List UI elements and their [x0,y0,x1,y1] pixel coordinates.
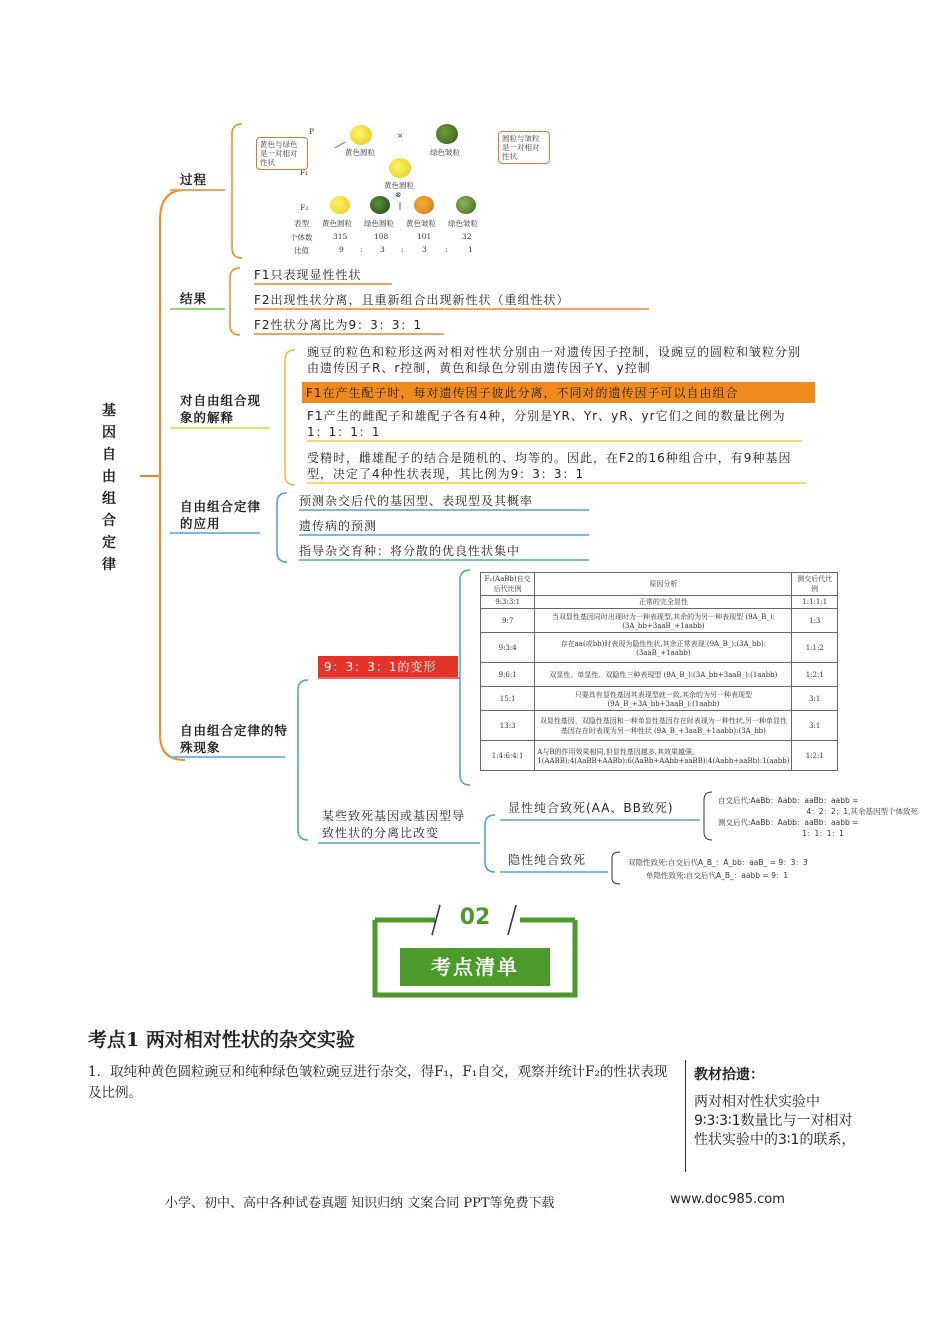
note-color-pair: 黄色与绿色是一对相对性状 [256,137,308,170]
table-cell: 双显性、单显性、双隐性三种表现型 (9A_B_):(3A_bb+3aaB_):(1aabb) [535,663,792,687]
ratio-colon: : [445,245,448,254]
footer-text: 小学、初中、高中各种试卷真题 知识归纳 文案合同 PPT等免费下载 [165,1196,555,1211]
f2-type: 黄色圆粒 [322,219,352,228]
table-cell: 1:2:1 [792,741,838,771]
badge-title: 考点清单 [400,948,550,986]
detail-line: 双隐性致死:自交后代A_B_：A_bb：aaB_ = 9：3：3 [628,858,808,867]
table-row [481,596,838,609]
table-row [481,711,838,741]
f2-green-wrinkled-icon [456,196,476,214]
table-cell: 1:4:6:4:1 [481,741,535,771]
row-type-label: 表型 [294,219,309,228]
table-cell: 存在aa(或bb)时表现为隐性性状,其余正常表现 (9A_B_):(3A_bb):(3aaB_+1aabb) [535,633,792,663]
result-item: F1只表现显性性状 [254,266,392,285]
f2-count: 108 [374,232,389,241]
detail-line: 4：2：2：1,其余基因型个体致死 [806,807,918,816]
f2-ratio: 9 [339,245,344,254]
table-cell: 9:3:4 [481,633,535,663]
label-f1: F₁ [300,168,309,177]
table-cell: 9:3:3:1 [481,596,535,609]
table-cell: 1:2:1 [792,663,838,687]
detail-line: 测交后代:AaBb：Aabb：aaBb：aabb = [718,818,859,827]
result-item: F2性状分离比为9：3：3：1 [254,316,444,335]
table-cell: 只要具有显性基因其表现型就一致,其余的为另一种表现型 (9A_B_+3A_bb+3aaB_):(1aabb) [535,687,792,711]
table-header: 测交后代比例 [792,573,838,596]
application-item: 指导杂交育种：将分散的优良性状集中 [299,542,589,561]
table-row [481,687,838,711]
f2-count: 315 [333,232,348,241]
table-row [481,609,838,633]
table-cell: 3:1 [792,711,838,741]
table-cell: 1:1:1:1 [792,596,838,609]
table-header: F₁(AaBb)自交后代比例 [481,573,535,596]
result-item: F2出现性状分离，且重新组合出现新性状（重组性状） [254,291,649,310]
table-cell: 3:1 [792,687,838,711]
table-cell: 双显性基因、双隐性基因和一种单显性基因存在时表现为一种性状,另一种单显性基因存在时表现为另一种性状 (9A_B_+3aaB_+1aabb):(3A_bb) [535,711,792,741]
branch-application: 自由组合定律的应用 [180,499,262,531]
ratio-colon: : [360,245,363,254]
question-paragraph: 1．取纯种黄色圆粒豌豆和纯种绿色皱粒豌豆进行杂交，得F₁，F₁自交，观察并统计F₂的性状表现及比例。 [88,1064,668,1101]
explain-item-highlight: F1在产生配子时，每对遗传因子彼此分离，不同对的遗传因子可以自由组合 [302,382,815,403]
detail-line: 自交后代:AaBb：Aabb：aaBb：aabb = [718,796,859,805]
table-cell: 15:1 [481,687,535,711]
self-cross-symbol: ⊗ [395,190,402,199]
f2-ratio: 3 [380,245,385,254]
root-title: 基因自由组合定律 [102,403,116,573]
table-header: 原因分析 [535,573,792,596]
row-count-label: 个体数 [290,233,313,242]
table-cell: 9:6:1 [481,663,535,687]
f2-green-round-icon [370,196,390,214]
f2-type: 绿色圆粒 [364,219,394,228]
table-cell: 1:3 [792,609,838,633]
table-row [481,633,838,663]
footer-url[interactable]: www.doc985.com [670,1192,785,1207]
table-cell: 13:3 [481,711,535,741]
f1-pea-icon [389,158,411,178]
section-title: 考点1 两对相对性状的杂交实验 [88,1029,355,1051]
note-shape-pair: 圆粒与皱粒是一对相对性状 [498,131,550,164]
application-item: 预测杂交后代的基因型、表现型及其概率 [299,492,589,511]
f2-yellow-wrinkled-icon [414,196,434,214]
lethal-label: 某些致死基因或基因型导致性状的分离比改变 [322,809,466,840]
recessive-lethal-label: 隐性纯合致死 [508,853,587,867]
table-cell: 正常的完全显性 [535,596,792,609]
variant-label: 9：3：3：1的变形 [318,656,458,677]
f2-yellow-round-icon [330,196,350,214]
p-green-label: 绿色皱粒 [430,148,460,157]
detail-line: 1：1：1：1 [802,829,844,838]
branch-result: 结果 [180,291,208,306]
table-cell: 当双显性基因同时出现时为一种表现型,其余的为另一种表现型 (9A_B_):(3A_bb+3aaB_+1aabb) [535,609,792,633]
branch-process: 过程 [180,172,208,187]
green-wrinkled-pea-icon [436,124,458,144]
table-cell: 1:1:2 [792,633,838,663]
f2-ratio: 1 [468,245,473,254]
dominant-lethal-label: 显性纯合致死(AA、BB致死) [508,801,674,815]
table-row [481,663,838,687]
branch-special: 自由组合定律的特殊现象 [180,723,289,755]
f2-count: 32 [462,232,472,241]
f2-type: 黄色皱粒 [406,219,436,228]
badge-number: 02 [459,905,491,930]
application-item: 遗传病的预测 [299,517,589,536]
explain-item: F1产生的雌配子和雄配子各有4种，分别是YR、Yr、yR、yr它们之间的数量比例为1：1：1：1 [307,408,802,442]
table-cell: 9:7 [481,609,535,633]
variant-table [480,572,838,771]
cross-symbol: × [397,131,404,140]
f1-pea-label: 黄色圆粒 [384,181,414,190]
branch-explain: 对自由组合现象的解释 [180,393,262,425]
side-title: 教材拾遗： [694,1067,764,1083]
f2-ratio: 3 [422,245,427,254]
dominant-lethal-detail [718,795,928,839]
ratio-colon: : [401,245,404,254]
recessive-lethal-detail [628,856,858,882]
f2-type: 绿色皱粒 [448,219,478,228]
f2-count: 101 [417,232,432,241]
yellow-round-pea-icon [350,125,372,145]
explain-item: 受精时，雌雄配子的结合是随机的、均等的。因此，在F2的16种组合中，有9种基因型，决定了4种性状表现，其比例为9：3：3：1 [307,450,807,484]
side-divider [685,1060,686,1172]
label-f2: F₂ [300,203,309,212]
explain-item: 豌豆的粒色和粒形这两对相对性状分别由一对遗传因子控制，设豌豆的圆粒和皱粒分别由遗传因子R、r控制，黄色和绿色分别由遗传因子Y、y控制 [307,345,802,375]
row-ratio-label: 比值 [294,246,309,255]
label-p: P [309,127,315,136]
table-cell: A与B的作用效果相同,但显性基因越多,其效果越强。1(AABB):4(AaBB+AABb):6(AaBb+AAbb+aaBB):4(Aabb+aaBb):1(aabb) [535,741,792,771]
p-yellow-label: 黄色圆粒 [345,148,375,157]
side-text: 两对相对性状实验中9∶3∶3∶1数量比与一对相对性状实验中的3∶1的联系， [694,1094,856,1148]
table-row [481,741,838,771]
detail-line: 单隐性致死:自交后代A_B_：aabb = 9：1 [646,871,789,880]
